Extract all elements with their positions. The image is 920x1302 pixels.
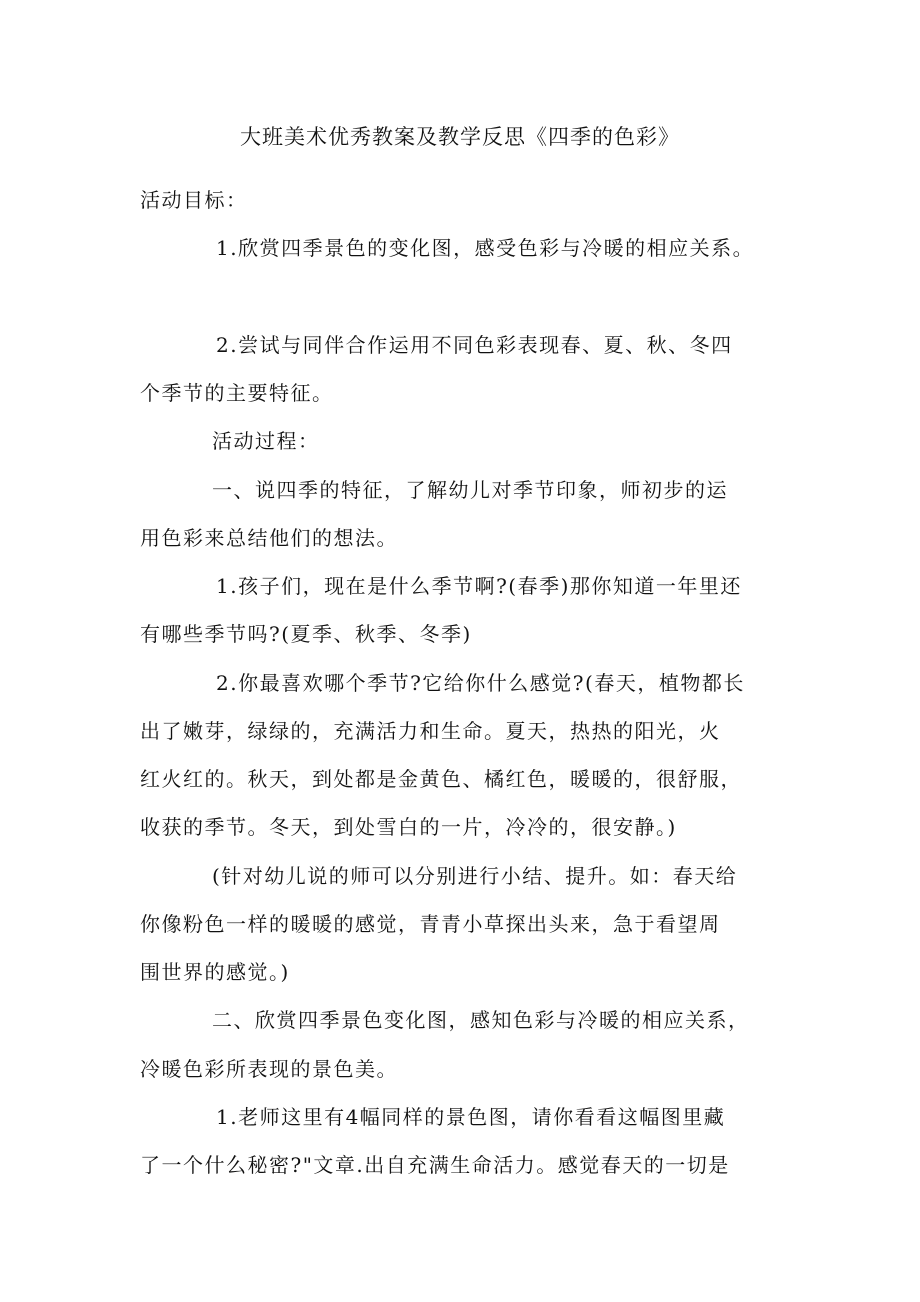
step-1-line-2: 用色彩来总结他们的想法。 (140, 526, 398, 550)
question-1-line-1: 1.孩子们，现在是什么季节啊?(春季)那你知道一年里还 (216, 574, 742, 598)
question-2-line-3: 红火红的。秋天，到处都是金黄色、橘红色，暖暖的，很舒服， (140, 767, 742, 791)
goal-item-2-line-1: 2.尝试与同伴合作运用不同色彩表现春、夏、秋、冬四 (216, 333, 733, 357)
note-line-2: 你像粉色一样的暖暖的感觉，青青小草探出头来，急于看望周 (140, 912, 721, 936)
question-2-line-1: 2.你最喜欢哪个季节?它给你什么感觉?(春天，植物都长 (216, 671, 745, 695)
goal-item-1: 1.欣赏四季景色的变化图，感受色彩与冷暖的相应关系。 (216, 236, 755, 260)
question-1-line-2: 有哪些季节吗?(夏季、秋季、冬季) (140, 622, 472, 646)
note-line-3: 围世界的感觉。) (140, 960, 290, 984)
section-heading-process: 活动过程： (212, 429, 320, 453)
question-2-line-2: 出了嫩芽，绿绿的，充满活力和生命。夏天，热热的阳光，火 (140, 719, 721, 743)
question-2-line-4: 收获的季节。冬天，到处雪白的一片，冷冷的，很安静。) (140, 815, 677, 839)
step-2-line-2: 冷暖色彩所表现的景色美。 (140, 1057, 398, 1081)
document-title: 大班美术优秀教案及教学反思《四季的色彩》 (240, 125, 680, 149)
note-line-1: (针对幼儿说的师可以分别进行小结、提升。如：春天给 (212, 864, 738, 888)
step-2-line-1: 二、欣赏四季景色变化图，感知色彩与冷暖的相应关系， (212, 1008, 750, 1032)
question-3-line-2: 了一个什么秘密?"文章.出自充满生命活力。感觉春天的一切是 (140, 1153, 730, 1177)
goal-item-2-line-2: 个季节的主要特征。 (140, 381, 334, 405)
question-3-line-1: 1.老师这里有4幅同样的景色图，请你看看这幅图里藏 (216, 1105, 726, 1129)
step-1-line-1: 一、说四季的特征，了解幼儿对季节印象，师初步的运 (212, 478, 728, 502)
section-heading-goals: 活动目标： (140, 188, 248, 212)
